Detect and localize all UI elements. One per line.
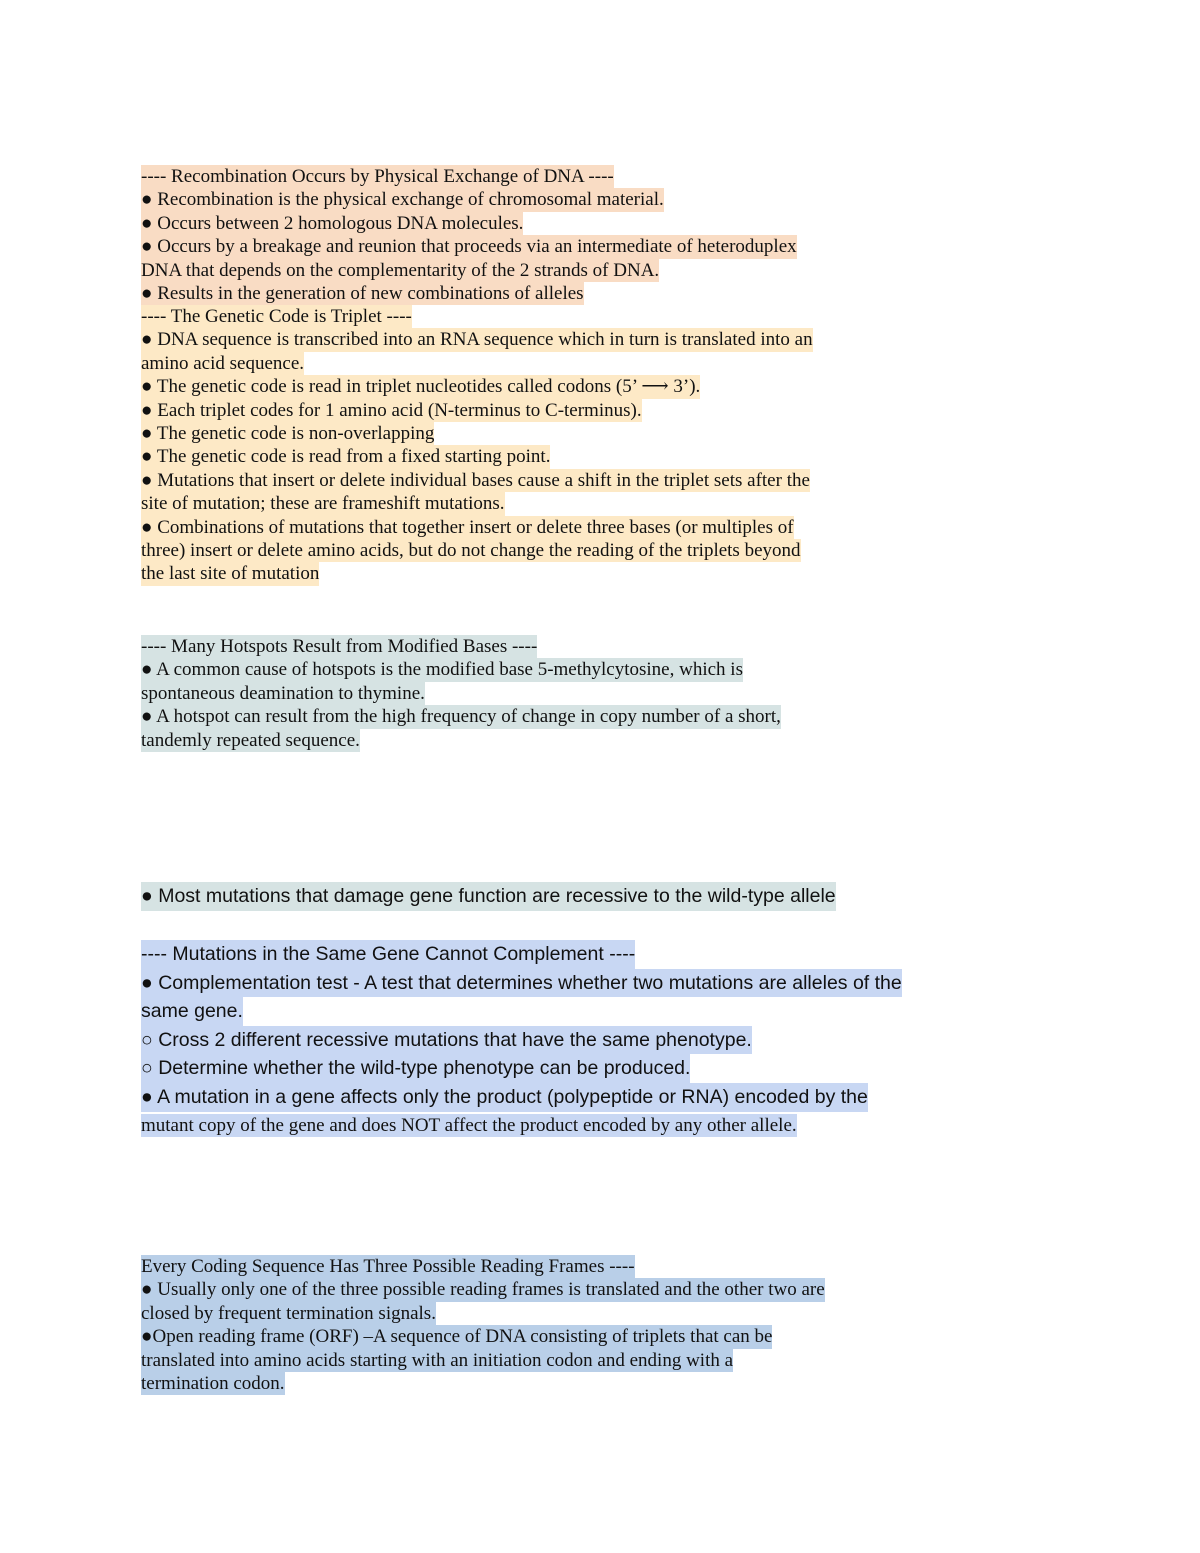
continuation-line (141, 539, 813, 562)
section-heading (141, 165, 797, 188)
line-text: ● The genetic code is read from a fixed starting point. (141, 446, 551, 468)
bullet-line (141, 516, 813, 539)
bullet-line (141, 212, 797, 235)
line-text: same gene. (141, 997, 243, 1026)
continuation-line (141, 1372, 825, 1395)
line-text: the last site of mutation (141, 563, 320, 585)
line-text: mutant copy of the gene and does NOT affect the product encoded by any other allele. (141, 1115, 797, 1136)
line-text: ● A mutation in a gene affects only the product (polypeptide or RNA) encoded by the (141, 1083, 868, 1112)
continuation-line (141, 259, 797, 282)
heading-text: ---- The Genetic Code is Triplet ---- (141, 306, 412, 327)
section-heading (141, 635, 781, 658)
line-text: translated into amino acids starting with an initiation codon and ending with a (141, 1349, 734, 1371)
section-heading (141, 305, 813, 328)
section-heading (141, 1255, 825, 1278)
line-text: amino acid sequence. (141, 352, 305, 374)
sub-bullet-line (141, 1054, 902, 1083)
bullet-line (141, 399, 813, 422)
bullet-line (141, 469, 813, 492)
bullet-line (141, 882, 836, 911)
bullet-line (141, 422, 813, 445)
line-text: ○ Determine whether the wild-type phenotype can be produced. (141, 1054, 690, 1083)
line-text: ● Most mutations that damage gene function are recessive to the wild-type allele (141, 882, 836, 911)
recessive-section (141, 882, 836, 911)
complementation-last-line (141, 1114, 797, 1137)
bullet-line (141, 1278, 825, 1301)
hotspots-section (141, 635, 781, 752)
continuation-line (141, 492, 813, 515)
line-text: ● DNA sequence is transcribed into an RNA sequence which in turn is translated into an (141, 329, 813, 351)
line-text: closed by frequent termination signals. (141, 1302, 436, 1324)
continuation-line (141, 1349, 825, 1372)
line-text: termination codon. (141, 1373, 285, 1395)
heading-text: ---- Many Hotspots Result from Modified Bases ---- (141, 636, 538, 657)
line-text: ● Usually only one of the three possible reading frames is translated and the other two are (141, 1279, 825, 1301)
continuation-line (141, 562, 813, 585)
line-text: ● Combinations of mutations that together insert or delete three bases (or multiples of (141, 516, 794, 538)
line-text: ● The genetic code is non-overlapping (141, 423, 435, 445)
bullet-line (141, 328, 813, 351)
continuation-line (141, 729, 781, 752)
section-heading (141, 940, 902, 969)
heading-text: ---- Recombination Occurs by Physical Exchange of DNA ---- (141, 166, 614, 187)
line-text: ●Open reading frame (ORF) –A sequence of DNA consisting of triplets that can be (141, 1326, 773, 1348)
continuation-line (141, 1302, 825, 1325)
line-text: ● Results in the generation of new combinations of alleles (141, 283, 584, 305)
continuation-line (141, 1114, 797, 1137)
line-text: ● The genetic code is read in triplet nucleotides called codons (5’ ⟶ 3’). (141, 376, 701, 398)
complementation-section (141, 940, 902, 1112)
heading-text: ---- Mutations in the Same Gene Cannot Complement ---- (141, 940, 635, 969)
sub-bullet-line (141, 1026, 902, 1055)
line-text: DNA that depends on the complementarity of the 2 strands of DNA. (141, 259, 660, 281)
recombination-section (141, 165, 797, 305)
line-text: site of mutation; these are frameshift mutations. (141, 493, 505, 515)
bullet-line (141, 705, 781, 728)
continuation-line (141, 352, 813, 375)
line-text: tandemly repeated sequence. (141, 729, 360, 751)
bullet-line (141, 188, 797, 211)
genetic-code-section (141, 305, 813, 586)
continuation-line (141, 997, 902, 1026)
continuation-line (141, 682, 781, 705)
bullet-line (141, 1325, 825, 1348)
bullet-line (141, 235, 797, 258)
heading-text: Every Coding Sequence Has Three Possible Reading Frames ---- (141, 1256, 635, 1277)
line-text: spontaneous deamination to thymine. (141, 682, 425, 704)
line-text: ● A common cause of hotspots is the modified base 5-methylcytosine, which is (141, 659, 743, 681)
bullet-line (141, 969, 902, 998)
line-text: ● A hotspot can result from the high frequency of change in copy number of a short, (141, 706, 781, 728)
bullet-line (141, 375, 813, 398)
line-text: ○ Cross 2 different recessive mutations that have the same phenotype. (141, 1026, 752, 1055)
bullet-line (141, 658, 781, 681)
line-text: ● Occurs between 2 homologous DNA molecules. (141, 212, 524, 234)
bullet-line (141, 282, 797, 305)
bullet-line (141, 1083, 902, 1112)
bullet-line (141, 445, 813, 468)
reading-frames-section (141, 1255, 825, 1395)
line-text: ● Mutations that insert or delete individual bases cause a shift in the triplet sets after the (141, 469, 810, 491)
line-text: three) insert or delete amino acids, but do not change the reading of the triplets beyond (141, 540, 801, 562)
line-text: ● Each triplet codes for 1 amino acid (N-terminus to C-terminus). (141, 399, 642, 421)
line-text: ● Occurs by a breakage and reunion that proceeds via an intermediate of heteroduplex (141, 236, 797, 258)
line-text: ● Recombination is the physical exchange of chromosomal material. (141, 189, 664, 211)
line-text: ● Complementation test - A test that determines whether two mutations are alleles of the (141, 969, 902, 998)
